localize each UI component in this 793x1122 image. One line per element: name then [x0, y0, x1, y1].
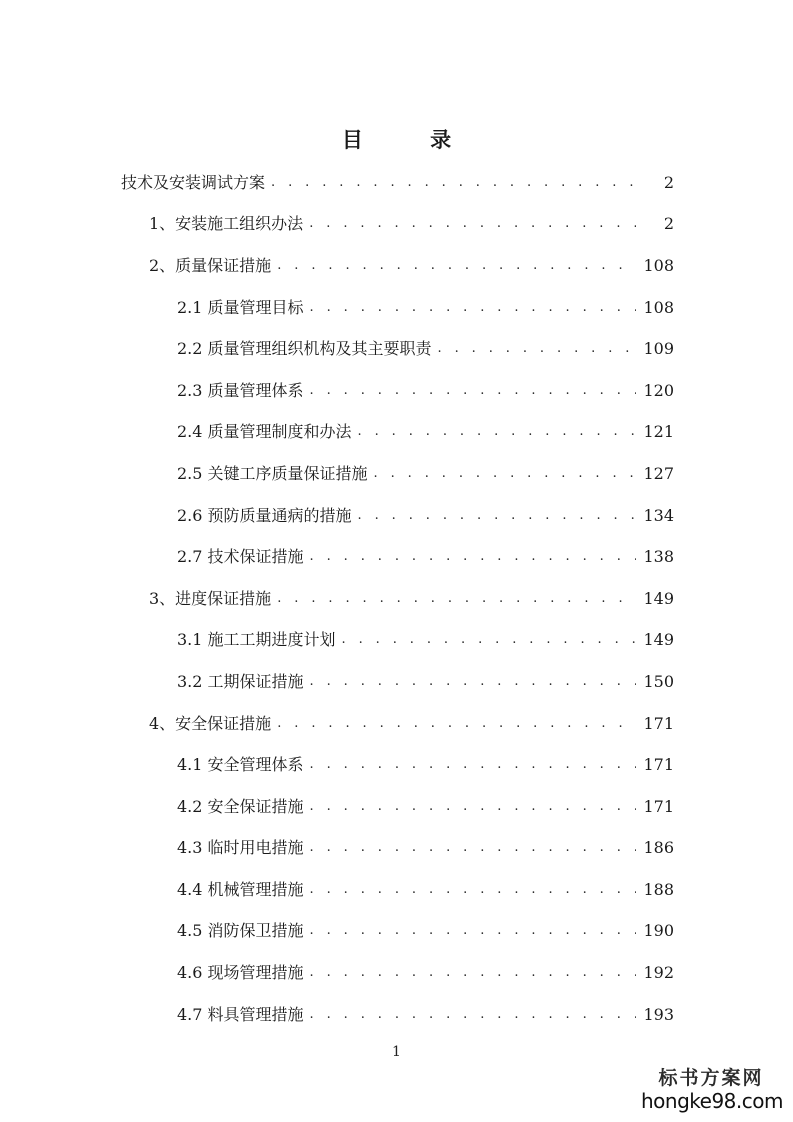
toc-entry-label: 2.1 质量管理目标 — [177, 297, 304, 317]
toc-entry[interactable] — [0, 869, 793, 911]
toc-entry-label: 4.5 消防保卫措施 — [177, 921, 304, 941]
watermark-logo — [641, 1066, 781, 1112]
dot-leader — [271, 173, 636, 193]
toc-entry-label: 4、安全保证措施 — [149, 713, 272, 733]
table-of-contents — [0, 162, 793, 1035]
toc-entry-page-number: 127 — [643, 463, 674, 483]
toc-entry-page-number: 134 — [643, 505, 674, 525]
toc-entry[interactable] — [0, 162, 793, 204]
toc-entry[interactable] — [0, 204, 793, 246]
toc-entry-label: 4.3 临时用电措施 — [177, 838, 304, 858]
dot-leader — [310, 797, 636, 817]
dot-leader — [310, 755, 636, 775]
toc-entry[interactable] — [0, 994, 793, 1036]
dot-leader — [438, 339, 636, 359]
dot-leader — [310, 921, 636, 941]
dot-leader — [277, 589, 636, 609]
toc-entry-page-number: 150 — [643, 671, 674, 691]
dot-leader — [310, 547, 636, 567]
toc-entry-page-number: 2 — [663, 172, 674, 192]
toc-entry[interactable] — [0, 786, 793, 828]
toc-entry[interactable] — [0, 287, 793, 329]
dot-leader — [310, 298, 636, 318]
toc-entry-page-number: 120 — [643, 380, 674, 400]
toc-title: 目 录 — [341, 127, 482, 152]
toc-entry[interactable] — [0, 661, 793, 703]
toc-entry-label: 2.7 技术保证措施 — [177, 547, 304, 567]
toc-entry-page-number: 192 — [643, 963, 674, 983]
toc-entry-page-number: 121 — [643, 422, 674, 442]
toc-entry[interactable] — [0, 328, 793, 370]
dot-leader — [310, 880, 636, 900]
toc-entry-label: 2.4 质量管理制度和办法 — [177, 422, 352, 442]
dot-leader — [277, 256, 636, 276]
toc-entry[interactable] — [0, 245, 793, 287]
toc-entry[interactable] — [0, 620, 793, 662]
toc-entry-label: 4.1 安全管理体系 — [177, 755, 304, 775]
toc-entry-label: 4.6 现场管理措施 — [177, 963, 304, 983]
toc-entry-page-number: 149 — [643, 630, 674, 650]
toc-entry-page-number: 109 — [643, 339, 674, 359]
toc-entry[interactable] — [0, 370, 793, 412]
dot-leader — [309, 214, 636, 234]
toc-entry-label: 3.2 工期保证措施 — [177, 671, 304, 691]
page-number: 1 — [392, 1044, 401, 1060]
watermark-title: 标书方案网 — [658, 1067, 764, 1089]
toc-entry-label: 2.5 关键工序质量保证措施 — [177, 463, 368, 483]
toc-entry-label: 技术及安装调试方案 — [121, 172, 266, 192]
dot-leader — [310, 381, 636, 401]
toc-entry[interactable] — [0, 578, 793, 620]
toc-entry[interactable] — [0, 536, 793, 578]
toc-entry[interactable] — [0, 495, 793, 537]
toc-entry-label: 4.7 料具管理措施 — [177, 1004, 304, 1024]
toc-entry[interactable] — [0, 703, 793, 745]
dot-leader — [310, 963, 636, 983]
toc-entry-page-number: 188 — [643, 879, 674, 899]
toc-entry-label: 2.2 质量管理组织机构及其主要职责 — [177, 339, 432, 359]
toc-entry[interactable] — [0, 453, 793, 495]
toc-entry-page-number: 108 — [643, 297, 674, 317]
dot-leader — [310, 838, 636, 858]
toc-entry-page-number: 186 — [643, 838, 674, 858]
toc-entry-label: 2.3 质量管理体系 — [177, 380, 304, 400]
toc-entry-label: 3、进度保证措施 — [149, 588, 272, 608]
toc-entry[interactable] — [0, 412, 793, 454]
dot-leader — [342, 630, 636, 650]
toc-entry-page-number: 138 — [643, 547, 674, 567]
toc-entry-page-number: 171 — [643, 755, 674, 775]
toc-entry-label: 4.2 安全保证措施 — [177, 796, 304, 816]
toc-entry-page-number: 2 — [663, 214, 674, 234]
toc-entry-page-number: 171 — [643, 796, 674, 816]
toc-entry-page-number: 193 — [643, 1004, 674, 1024]
dot-leader — [358, 506, 636, 526]
dot-leader — [374, 464, 636, 484]
dot-leader — [277, 714, 636, 734]
toc-entry-label: 4.4 机械管理措施 — [177, 879, 304, 899]
toc-entry[interactable] — [0, 828, 793, 870]
toc-entry-page-number: 108 — [643, 255, 674, 275]
toc-entry-label: 3.1 施工工期进度计划 — [177, 630, 336, 650]
toc-entry-page-number: 190 — [643, 921, 674, 941]
toc-entry-label: 2、质量保证措施 — [149, 255, 272, 275]
toc-entry-page-number: 171 — [643, 713, 674, 733]
toc-entry[interactable] — [0, 952, 793, 994]
toc-entry-page-number: 149 — [643, 588, 674, 608]
dot-leader — [310, 1005, 636, 1025]
toc-entry-label: 1、安装施工组织办法 — [149, 214, 304, 234]
toc-entry[interactable] — [0, 744, 793, 786]
watermark-url: hongke98.com — [641, 1089, 783, 1113]
toc-entry[interactable] — [0, 911, 793, 953]
dot-leader — [310, 672, 636, 692]
dot-leader — [358, 422, 636, 442]
toc-entry-label: 2.6 预防质量通病的措施 — [177, 505, 352, 525]
